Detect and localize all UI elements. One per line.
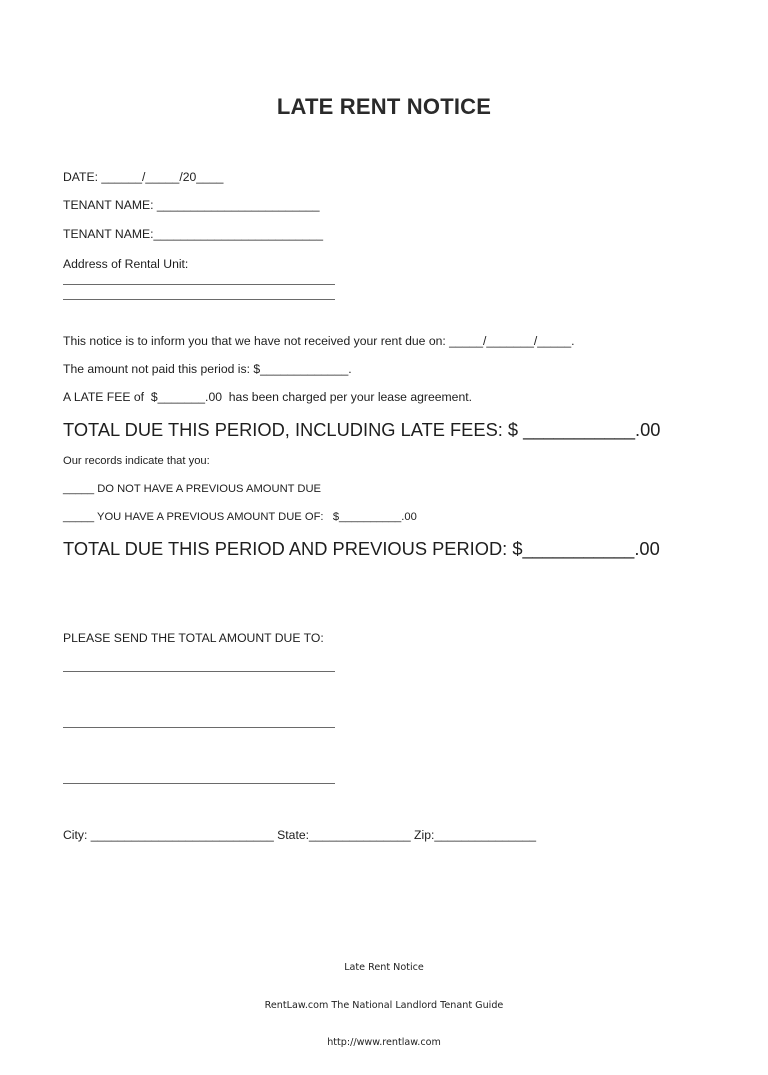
- total-due-including-late-fees: TOTAL DUE THIS PERIOD, INCLUDING LATE FEES: $ ___________.00: [63, 419, 661, 440]
- tenant-name-field-1[interactable]: TENANT NAME: ________________________: [63, 198, 320, 212]
- footer-doc-title: Late Rent Notice: [344, 962, 424, 973]
- footer-url: http://www.rentlaw.com: [327, 1037, 441, 1048]
- total-due-both-periods: TOTAL DUE THIS PERIOD AND PREVIOUS PERIOD: $___________.00: [63, 538, 660, 559]
- remittance-heading: PLEASE SEND THE TOTAL AMOUNT DUE TO:: [63, 631, 324, 645]
- notice-statement: This notice is to inform you that we have not received your rent due on: _____/_______/_____.: [63, 334, 575, 348]
- option-previous-amount[interactable]: _____ YOU HAVE A PREVIOUS AMOUNT DUE OF: $__________.00: [63, 511, 417, 523]
- remittance-line-1[interactable]: [63, 671, 335, 672]
- address-label: Address of Rental Unit:: [63, 257, 189, 271]
- date-field[interactable]: DATE: ______/_____/20____: [63, 170, 224, 184]
- amount-not-paid-line: The amount not paid this period is: $_____________.: [63, 362, 352, 376]
- address-line-1[interactable]: [63, 284, 335, 285]
- remittance-line-3[interactable]: [63, 783, 335, 784]
- tenant-name-field-2[interactable]: TENANT NAME:_________________________: [63, 227, 323, 241]
- city-state-zip-fields[interactable]: City: ___________________________ State:_______________ Zip:_______________: [63, 828, 537, 842]
- remittance-line-2[interactable]: [63, 727, 335, 728]
- footer-site-tagline: RentLaw.com The National Landlord Tenant Guide: [264, 999, 504, 1011]
- late-fee-line: A LATE FEE of $_______.00 has been charged per your lease agreement.: [63, 390, 472, 404]
- option-no-previous-amount[interactable]: _____ DO NOT HAVE A PREVIOUS AMOUNT DUE: [63, 483, 322, 495]
- page-footer: [0, 937, 768, 1075]
- records-intro: Our records indicate that you:: [63, 455, 210, 467]
- address-line-2[interactable]: [63, 299, 335, 300]
- document-title: LATE RENT NOTICE: [276, 94, 492, 119]
